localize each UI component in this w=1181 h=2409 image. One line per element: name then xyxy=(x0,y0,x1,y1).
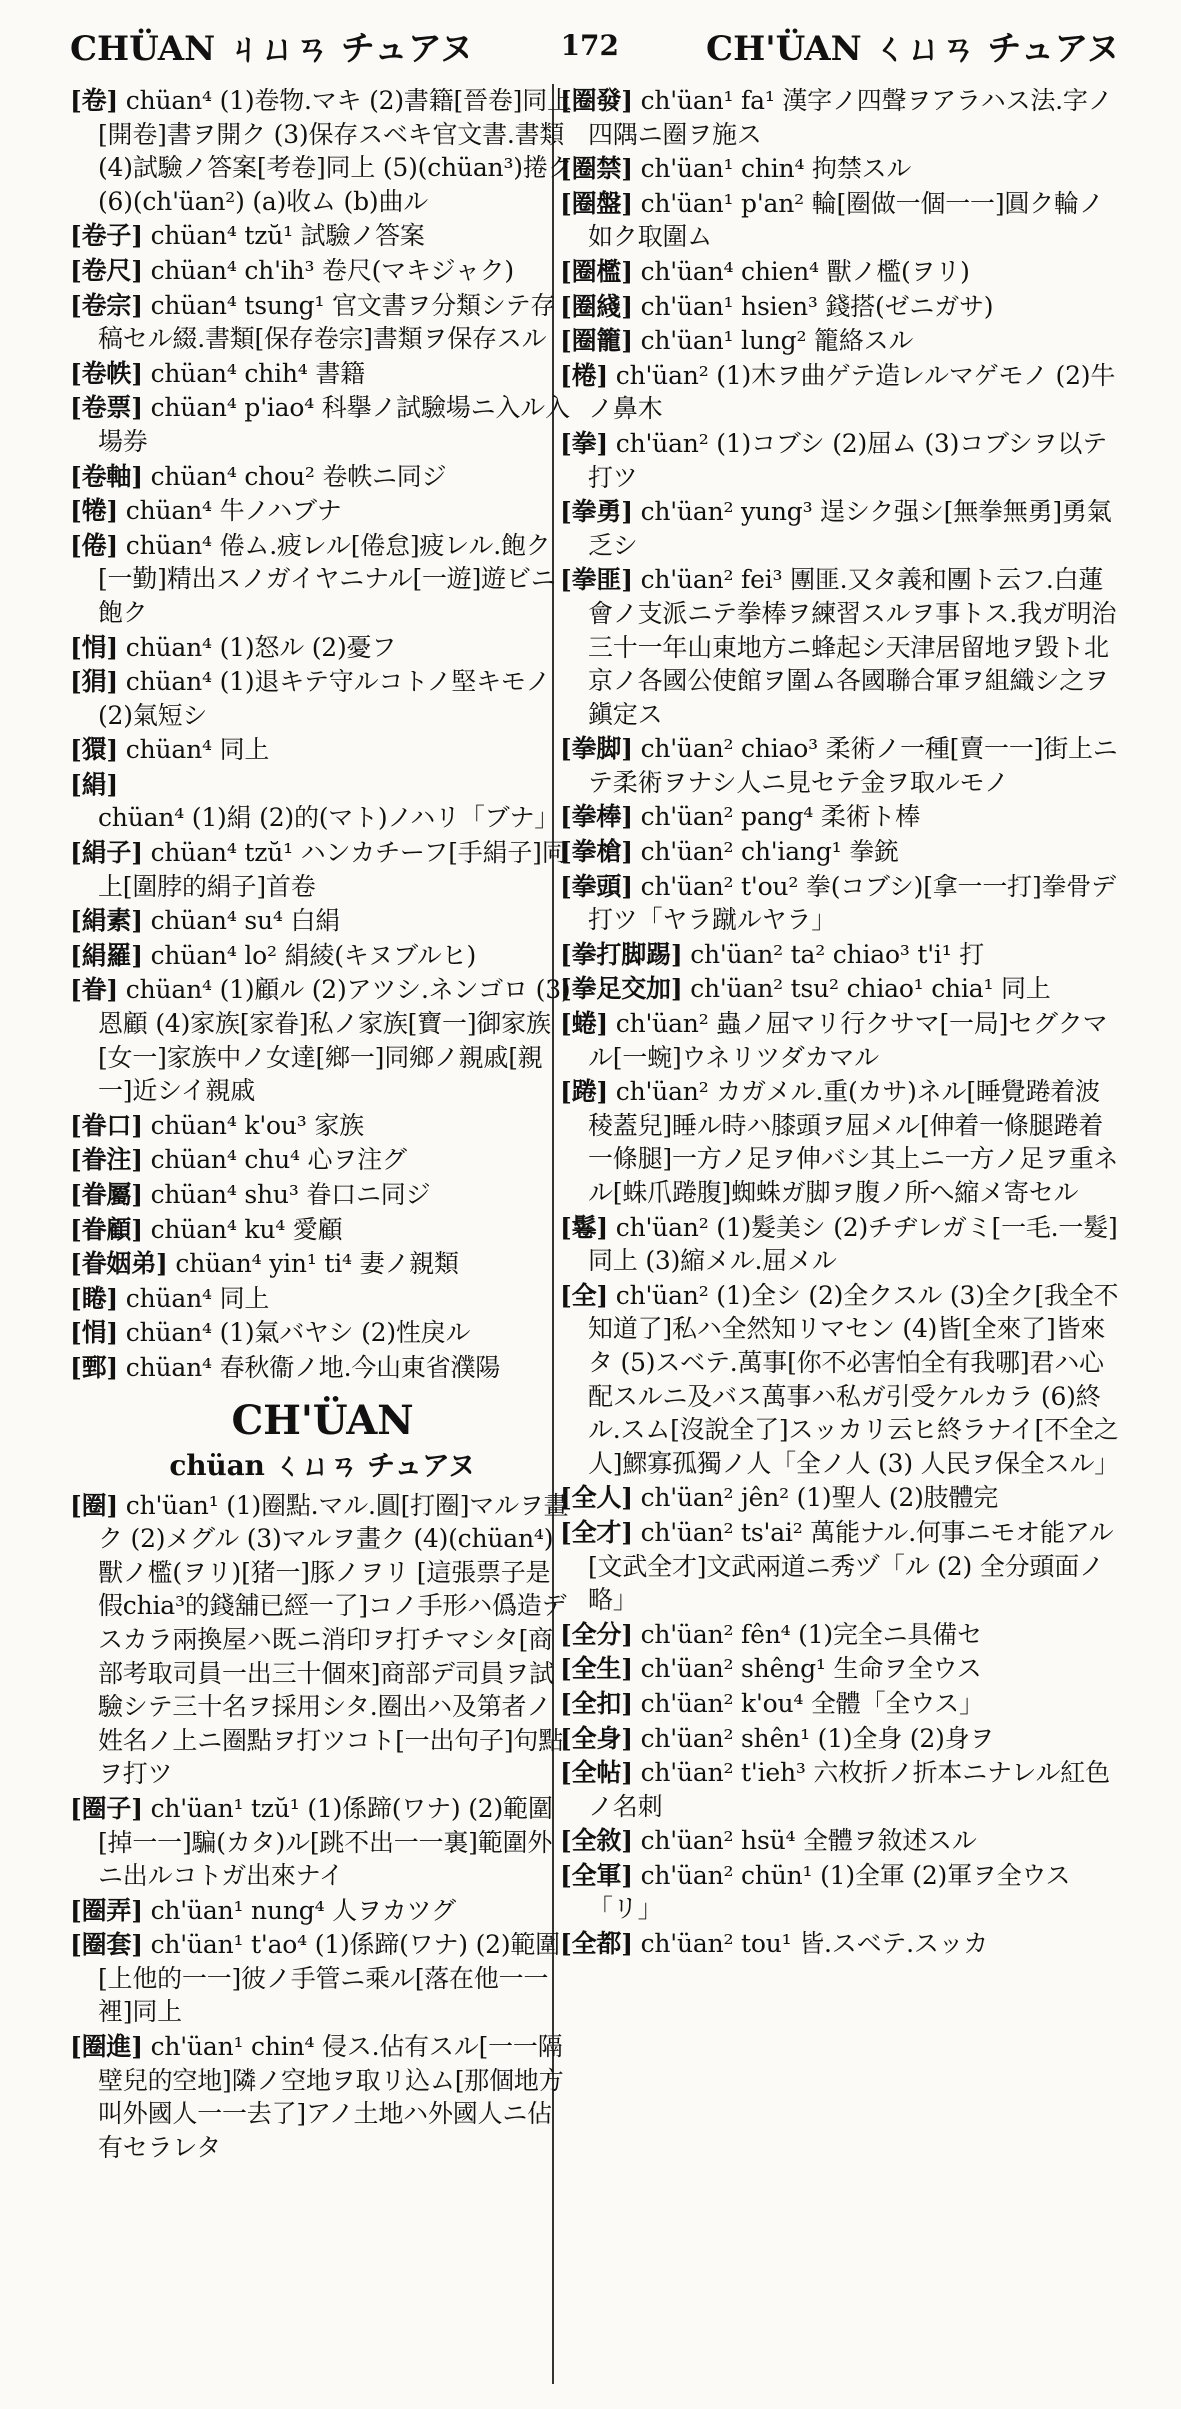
entry-definition: chüan⁴ ku⁴ 愛顧 xyxy=(142,1214,343,1244)
dictionary-entry xyxy=(70,357,575,391)
entry-headword: [卷票] xyxy=(70,393,143,423)
entry-definition: ch'üan² yung³ 逞シク强シ[無拳無勇]勇氣乏シ xyxy=(588,497,1112,560)
entry-headword: [卷軸] xyxy=(70,461,143,491)
dictionary-entry xyxy=(70,768,575,835)
entry-definition: ch'üan² shên¹ (1)全身 (2)身ヲ xyxy=(632,1723,995,1753)
entry-definition: ch'üan² shêng¹ 生命ヲ全ウス xyxy=(632,1654,982,1684)
entry-definition: chüan⁴ tsung¹ 官文書ヲ分類シテ存稿セル綴.書類[保存卷宗]書類ヲ保存スル xyxy=(98,290,556,354)
dictionary-entry xyxy=(560,1824,1120,1858)
entry-headword: [眷口] xyxy=(70,1110,143,1140)
dictionary-entry xyxy=(70,1282,575,1316)
entry-headword: [全] xyxy=(560,1280,609,1310)
entry-definition: chüan⁴ p'iao⁴ 科擧ノ試驗場ニ入ル入場券 xyxy=(98,393,570,456)
entry-headword: [圈盤] xyxy=(560,188,633,218)
dictionary-entry xyxy=(70,2030,575,2164)
entry-headword: [卷] xyxy=(70,86,119,115)
entry-headword: [圈禁] xyxy=(560,154,633,184)
entry-headword: [踡] xyxy=(560,1077,609,1107)
right-entries xyxy=(560,84,1120,1961)
entry-definition: ch'üan¹ t'ao⁴ (1)係蹄(ワナ) (2)範圍 [上他的一一]彼ノ手管ニ乘ル[落在他一一裡]同上 xyxy=(98,1930,560,2027)
entry-definition: chüan⁴ lo² 絹綾(キヌブルヒ) xyxy=(142,940,477,970)
entry-definition: ch'üan² t'ieh³ 六枚折ノ折本ニナレル紅色ノ名刺 xyxy=(588,1758,1110,1821)
entry-definition: ch'üan² (1)全シ (2)全クスル (3)全ク[我全不知道了]私ハ全然知リマセン (4)皆[全來了]皆來タ (5)スベテ.萬事[你不必害怕全有我哪]君ハ心配スルニ及バス萬事ハ私ガ引受ケルカラ (6)終ル.スム[沒說全了]スッカリ云ヒ終ラナイ[不全之人]鰥寡孤獨ノ人「全ノ人 (3) 人民ヲ保全スル」 xyxy=(588,1280,1120,1478)
dictionary-entry xyxy=(70,460,575,494)
entry-headword: [圈檻] xyxy=(560,256,633,286)
entry-headword: [卷尺] xyxy=(70,255,143,285)
dictionary-entry xyxy=(560,1722,1120,1756)
entry-headword: [全扣] xyxy=(560,1688,633,1718)
dictionary-entry xyxy=(560,1927,1120,1961)
entry-headword: [絹子] xyxy=(70,838,143,868)
dictionary-entry xyxy=(560,152,1120,186)
entry-definition: chüan⁴ ch'ih³ 卷尺(マキジャク) xyxy=(142,255,514,285)
entry-headword: [卷子] xyxy=(70,221,143,251)
entry-definition: chüan⁴ su⁴ 白絹 xyxy=(142,906,341,936)
dictionary-entry xyxy=(560,187,1120,254)
entry-headword: [鄄] xyxy=(70,1352,119,1382)
dictionary-entry xyxy=(560,800,1120,834)
dictionary-entry xyxy=(70,529,575,630)
dictionary-entry xyxy=(70,1213,575,1247)
entry-definition: chüan⁴ (1)氣バヤシ (2)性戾ル xyxy=(118,1318,471,1348)
entry-headword: [悁] xyxy=(70,1318,119,1348)
entry-headword: [拳勇] xyxy=(560,497,633,527)
dictionary-entry xyxy=(70,1928,575,2029)
entry-definition: chüan⁴ chih⁴ 書籍 xyxy=(142,358,365,388)
left-column xyxy=(70,84,575,2165)
entry-definition: chüan⁴ shu³ 眷口ニ同ジ xyxy=(142,1180,431,1209)
dictionary-entry xyxy=(70,1351,575,1385)
entry-headword: [鬈] xyxy=(560,1212,609,1242)
entry-definition: chüan⁴ 春秋衞ノ地.今山東省濮陽 xyxy=(118,1352,501,1382)
entry-definition: ch'üan² ts'ai² 萬能ナル.何事ニモオ能アル[文武全才]文武兩道ニ秀ヅ「ル (2) 全分頭面ノ略」 xyxy=(588,1517,1114,1615)
entry-definition: chüan⁴ 牛ノハブナ xyxy=(118,496,342,526)
entry-headword: [眷屬] xyxy=(70,1180,143,1209)
entry-headword: [拳頭] xyxy=(560,871,633,901)
entry-definition: ch'üan² ta² chiao³ t'i¹ 打 xyxy=(682,939,985,969)
entry-headword: [拳打脚踢] xyxy=(560,939,683,969)
entry-headword: [全分] xyxy=(560,1619,633,1649)
section-title: CH'ÜAN xyxy=(231,1396,414,1444)
entry-headword: [圈子] xyxy=(70,1793,143,1823)
entry-definition: chüan⁴ 同上 xyxy=(118,735,270,765)
entry-definition: ch'üan² fên⁴ (1)完全ニ具備セ xyxy=(632,1619,982,1649)
entry-headword: [拳] xyxy=(560,428,609,458)
dictionary-entry xyxy=(70,939,575,973)
dictionary-entry xyxy=(70,1247,575,1281)
dictionary-entry xyxy=(560,1756,1120,1823)
entry-definition: ch'üan¹ (1)圈點.マル.圓[打圈]マルヲ畫ク (2)メグル (3)マルヲ畫ク (4)(chüan⁴)獸ノ檻(ヲリ)[猪一]豚ノヲリ [這張票子是假chia³的錢舖已經一了]コノ手形ハ僞造デスカラ兩換屋ハ既ニ消印ヲ打チマシタ[商部考取司員一出三十個來]商部デ司員ヲ試驗シテ三十名ヲ採用シタ.圈出ハ及第者ノ姓名ノ上ニ圈點ヲ打ツコト[一出句子]句點ヲ打ツ xyxy=(98,1490,569,1789)
entry-definition: ch'üan² t'ou² 拳(コブシ)[拿一一打]拳骨デ打ツ「ヤラ蹴ルヤラ」 xyxy=(588,871,1116,935)
entry-definition: chüan⁴ (1)怒ル (2)憂フ xyxy=(118,632,397,662)
dictionary-entry xyxy=(560,563,1120,731)
entry-headword: [全人] xyxy=(560,1483,633,1513)
dictionary-entry xyxy=(70,836,575,903)
dictionary-entry xyxy=(560,1007,1120,1074)
entry-definition: ch'üan² (1)コブシ (2)屈ム (3)コブシヲ以テ打ツ xyxy=(588,428,1107,492)
entry-definition: ch'üan¹ tzŭ¹ (1)係蹄(ワナ) (2)範圍 [掉一一]騙(カタ)ル[跳不出一一裏]範圍外ニ出ルコトガ出來ナイ xyxy=(98,1793,553,1891)
dictionary-entry xyxy=(70,289,575,356)
header-left: CHÜAN ㄐㄩㄢ チュアヌ xyxy=(70,28,474,69)
entry-definition: chüan⁴ (1)卷物.マキ (2)書籍[晉卷]同上[開卷]書ヲ開ク (3)保存スベキ官文書.書類 (4)試驗ノ答案[考卷]同上 (5)(chüan³)捲ク (6)(ch'üan²) (a)收ム (b)曲ル xyxy=(98,86,573,216)
entry-headword: [圈綫] xyxy=(560,291,633,321)
dictionary-entry xyxy=(70,254,575,288)
dictionary-entry xyxy=(560,1075,1120,1209)
page-number: 172 xyxy=(560,28,620,62)
entry-definition: ch'üan² ch'iang¹ 拳銃 xyxy=(632,837,899,867)
entry-definition: ch'üan² k'ou⁴ 全體「全ウス」 xyxy=(632,1688,984,1718)
entry-headword: [倦] xyxy=(70,530,119,560)
entry-headword: [眷] xyxy=(70,975,119,1005)
entry-headword: [棬] xyxy=(560,360,609,390)
entry-definition: ch'üan¹ fa¹ 漢字ノ四聲ヲアラハス法.字ノ四隅ニ圈ヲ施ス xyxy=(588,86,1113,149)
dictionary-entry xyxy=(560,1618,1120,1652)
header-right: CH'ÜAN ㄑㄩㄢ チュアヌ xyxy=(706,28,1120,69)
dictionary-entry xyxy=(560,359,1120,426)
entry-headword: [狷] xyxy=(70,667,119,697)
entry-definition: chüan⁴ chou² 卷帙ニ同ジ xyxy=(142,461,447,491)
dictionary-entry xyxy=(70,84,575,218)
entry-headword: [犈] xyxy=(70,496,119,526)
dictionary-entry xyxy=(560,835,1120,869)
entry-headword: [全才] xyxy=(560,1517,633,1547)
entry-definition: ch'üan⁴ chien⁴ 獸ノ檻(ヲリ) xyxy=(632,256,970,286)
dictionary-entry xyxy=(560,1481,1120,1515)
dictionary-entry xyxy=(560,732,1120,799)
entry-headword: [拳匪] xyxy=(560,565,633,595)
entry-headword: [拳槍] xyxy=(560,837,633,867)
entry-definition: ch'üan² tsu² chiao¹ chia¹ 同上 xyxy=(682,974,1051,1004)
entry-headword: [圈進] xyxy=(70,2032,143,2062)
entry-definition: ch'üan² カガメル.重(カサ)ネル[睡覺踡着波稜蓋兒]睡ル時ハ膝頭ヲ屈メル[伸着一條腿踡着一條腿]一方ノ足ヲ伸バシ其上ニ一方ノ足ヲ重ネル[蛛爪踡腹]蜘蛛ガ脚ヲ腹ノ所へ縮メ寄セル xyxy=(588,1077,1119,1207)
dictionary-entry xyxy=(70,904,575,938)
entry-headword: [眷注] xyxy=(70,1145,143,1175)
entry-definition: ch'üan² tou¹ 皆.スベテ.スッカ xyxy=(632,1929,989,1959)
entry-headword: [圈發] xyxy=(560,86,633,115)
entry-definition: chüan⁴ (1)顧ル (2)アツシ.ネンゴロ (3)恩顧 (4)家族[家眷]私ノ家族[寶一]御家族[女一]家族中ノ女達[鄉一]同鄉ノ親戚[親一]近シイ親戚 xyxy=(98,975,571,1106)
entry-definition: chüan⁴ tzŭ¹ 試驗ノ答案 xyxy=(142,221,425,251)
entry-headword: [悁] xyxy=(70,632,119,662)
entry-headword: [拳足交加] xyxy=(560,974,683,1004)
dictionary-entry xyxy=(560,1652,1120,1686)
entry-headword: [絹羅] xyxy=(70,940,143,970)
entry-headword: [全生] xyxy=(560,1654,633,1684)
dictionary-entry xyxy=(70,391,575,458)
entry-definition: chüan⁴ 同上 xyxy=(118,1283,270,1313)
entry-definition: chüan⁴ (1)絹 (2)的(マト)ノハリ「ブナ」 xyxy=(98,803,560,833)
entry-definition: ch'üan¹ chin⁴ 侵ス.佔有スル[一一隔壁兒的空地]隣ノ空地ヲ取リ込ム[那個地方叫外國人一一去了]アノ土地ハ外國人ニ佔有セラレタ xyxy=(98,2032,564,2162)
dictionary-entry xyxy=(70,1316,575,1350)
entry-headword: [全都] xyxy=(560,1929,633,1959)
entry-headword: [睠] xyxy=(70,1283,119,1313)
entry-definition: ch'üan² (1)髮美シ (2)チヂレガミ[一毛.一髮]同上 (3)縮メル.屈メル xyxy=(588,1212,1118,1276)
entry-headword: [絹] xyxy=(70,769,119,799)
entry-headword: [圈套] xyxy=(70,1930,143,1960)
page-header xyxy=(70,14,1120,76)
entry-definition: chüan⁴ 倦ム.疲レル[倦怠]疲レル.飽ク[一勤]精出スノガイヤニナル[一遊]遊ビニ飽ク xyxy=(98,530,556,627)
entry-definition: ch'üan¹ p'an² 輪[圈做一個一一]圓ク輪ノ如ク取圍ム xyxy=(588,188,1104,252)
dictionary-entry xyxy=(70,1109,575,1143)
dictionary-entry xyxy=(70,219,575,253)
entry-headword: [蜷] xyxy=(560,1009,609,1039)
entry-headword: [卷帙] xyxy=(70,358,143,388)
entry-definition: ch'üan² (1)木ヲ曲ゲテ造レルマゲモノ (2)牛ノ鼻木 xyxy=(588,360,1116,424)
entry-headword: [圈] xyxy=(70,1490,119,1520)
dictionary-entry xyxy=(70,1178,575,1212)
dictionary-entry xyxy=(560,870,1120,937)
dictionary-entry xyxy=(70,494,575,528)
dictionary-entry xyxy=(560,1859,1120,1926)
dictionary-entry xyxy=(70,1792,575,1893)
dictionary-entry xyxy=(560,324,1120,358)
entry-headword: [拳棒] xyxy=(560,802,633,832)
dictionary-entry xyxy=(560,1211,1120,1278)
entry-headword: [眷顧] xyxy=(70,1214,143,1244)
entry-definition: chüan⁴ yin¹ ti⁴ 妻ノ親類 xyxy=(167,1249,459,1279)
entry-definition: chüan⁴ chu⁴ 心ヲ注グ xyxy=(142,1145,407,1175)
dictionary-entry xyxy=(560,972,1120,1006)
entry-headword: [全身] xyxy=(560,1723,633,1753)
entry-definition: chüan⁴ tzŭ¹ ハンカチーフ[手絹子]同上[圍脖的絹子]首卷 xyxy=(98,838,567,901)
entry-definition: ch'üan² fei³ 團匪.又タ義和團ト云フ.白蓮會ノ支派ニテ拳棒ヲ練習スルヲ事トス.我ガ明治三十一年山東地方ニ蜂起シ天津居留地ヲ毀ト北京ノ各國公使館ヲ圍ム各國聯合軍ヲ組織シ之ヲ鎭定ス xyxy=(588,565,1117,729)
left-entries-continued xyxy=(70,1489,575,2165)
entry-headword: [全敘] xyxy=(560,1826,633,1856)
dictionary-entry xyxy=(560,255,1120,289)
dictionary-entry xyxy=(560,1516,1120,1617)
entry-headword: [全軍] xyxy=(560,1860,633,1890)
entry-definition: ch'üan² chün¹ (1)全軍 (2)軍ヲ全ウス「リ」 xyxy=(588,1860,1071,1924)
dictionary-entry xyxy=(560,495,1120,562)
dictionary-entry xyxy=(70,1489,575,1791)
dictionary-entry xyxy=(560,84,1120,151)
dictionary-entry xyxy=(70,733,575,767)
dictionary-entry xyxy=(70,631,575,665)
entry-headword: [圈弄] xyxy=(70,1895,143,1925)
dictionary-entry xyxy=(560,290,1120,324)
entry-headword: [拳脚] xyxy=(560,734,633,764)
dictionary-entry xyxy=(70,1894,575,1928)
entry-definition: ch'üan² chiao³ 柔術ノ一種[賣一一]街上ニテ柔術ヲナシ人ニ見セテ金ヲ取ルモノ xyxy=(588,734,1118,797)
entry-definition: ch'üan¹ chin⁴ 拘禁スル xyxy=(632,154,912,184)
section-subtitle: chüan ㄑㄩㄢ チュアヌ xyxy=(169,1448,476,1482)
dictionary-entry xyxy=(560,427,1120,494)
right-column xyxy=(560,84,1120,1962)
dictionary-entry xyxy=(560,1687,1120,1721)
dictionary-entry xyxy=(70,665,575,732)
entry-headword: [眷姻弟] xyxy=(70,1249,168,1279)
entry-definition: chüan⁴ (1)退キテ守ルコトノ堅キモノ (2)氣短シ xyxy=(98,667,551,730)
entry-definition: ch'üan² jên² (1)聖人 (2)肢體完 xyxy=(632,1483,999,1513)
entry-definition: ch'üan² hsü⁴ 全體ヲ敘述スル xyxy=(632,1826,977,1856)
entry-headword: [全帖] xyxy=(560,1758,633,1788)
entry-definition: ch'üan¹ lung² 籠絡スル xyxy=(632,326,914,356)
left-entries xyxy=(70,84,575,1385)
entry-definition: ch'üan¹ nung⁴ 人ヲカツグ xyxy=(142,1895,456,1925)
entry-definition: chüan⁴ k'ou³ 家族 xyxy=(142,1110,364,1140)
entry-headword: [圈籠] xyxy=(560,326,633,356)
entry-headword: [絹素] xyxy=(70,906,143,936)
entry-definition: ch'üan¹ hsien³ 錢搭(ゼニガサ) xyxy=(632,291,994,321)
entry-headword: [獧] xyxy=(70,735,119,765)
entry-definition: ch'üan² pang⁴ 柔術ト棒 xyxy=(632,802,921,832)
section-heading xyxy=(70,1395,575,1485)
dictionary-entry xyxy=(560,938,1120,972)
dictionary-entry xyxy=(560,1279,1120,1481)
dictionary-entry xyxy=(70,973,575,1107)
entry-headword: [卷宗] xyxy=(70,290,143,320)
entry-definition: ch'üan² 蟲ノ屈マリ行クサマ[一局]セグクマル[一蜿]ウネリツダカマル xyxy=(588,1009,1108,1072)
dictionary-entry xyxy=(70,1143,575,1177)
